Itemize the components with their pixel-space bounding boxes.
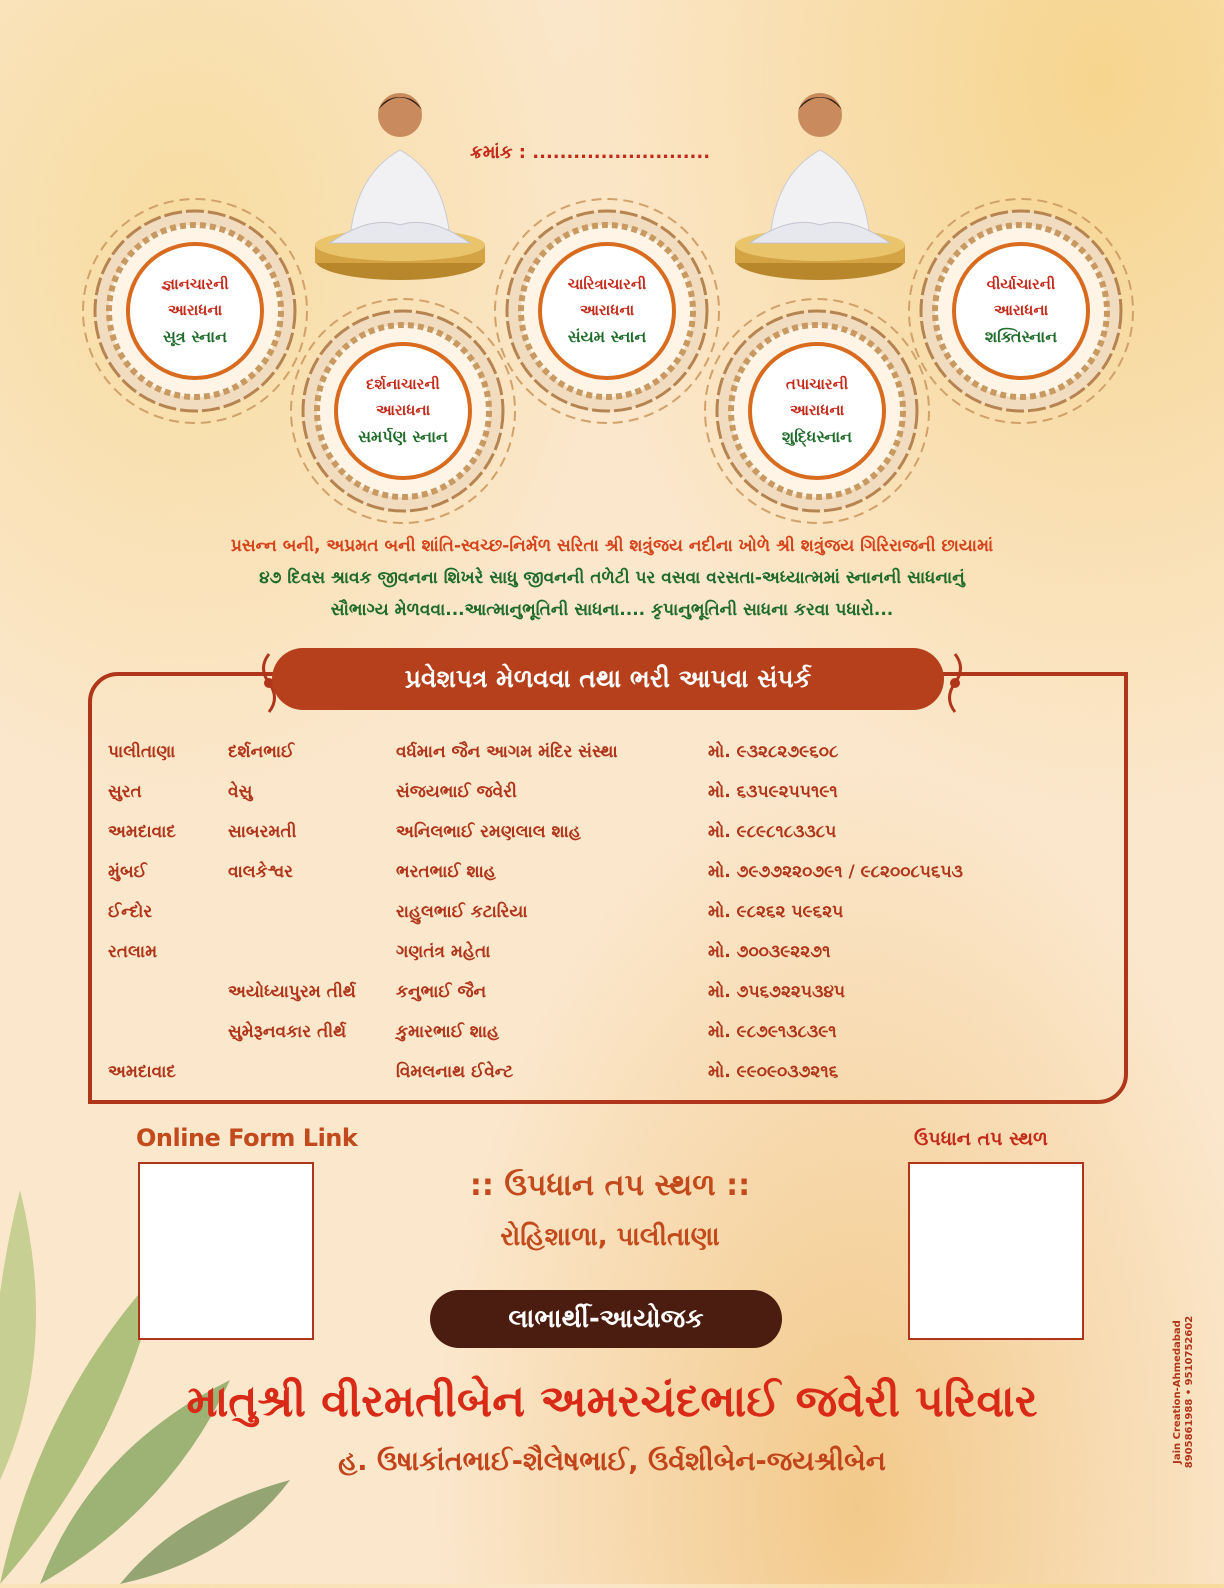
venue-qr-code[interactable] [908,1162,1084,1340]
medallion-line-3: શુદ્ધિસ્નાન [781,427,853,446]
contact-name: વિમલનાથ ઈવેન્ટ [396,1062,514,1082]
serial-number-field: ક્રમાંક : .......................... [470,142,711,163]
table-row [108,942,1108,982]
online-form-qr-code[interactable] [138,1162,314,1340]
contact-name: કનુભાઈ જૈન [396,982,487,1002]
meditating-monk-illustration [310,75,490,285]
contact-name: વર્ધમાન જૈન આગમ મંદિર સંસ્થા [396,742,618,762]
contact-area: સુમેરૂનવકાર તીર્થ [228,1022,347,1042]
table-row [108,822,1108,862]
intro-line-2: ૪૭ દિવસ શ્રાવક જીવનના શિખરે સાધુ જીવનની તળેટી પર વસવા વરસતા-અધ્યાત્મમાં સ્નાનની સાધનાનું [259,568,965,588]
contact-name: કુમારભાઈ શાહ [396,1022,500,1042]
contact-phone[interactable]: મો. ૬૩૫૯૨૫૫૧૯૧ [708,782,838,802]
intro-line-3: સૌભાગ્ય મેળવવા...આત્માનુભૂતિની સાધના.... કૃપાનુભૂતિની સાધના કરવા પધારો... [330,600,894,620]
medallion-line-3: સમર્પણ સ્નાન [358,427,448,446]
table-row [108,1062,1108,1102]
credit-line-1: Jain Creation-Ahmedabad [1172,1320,1183,1464]
medallion-line-1: તપાચારની [785,375,849,393]
table-row [108,982,1108,1022]
contact-phone[interactable]: મો. ૭૦૦૩૯૨૨૭૧ [708,942,831,962]
contact-area: વાલકેશ્વર [228,862,293,882]
contact-phone[interactable]: મો. ૯૮૭૯૧૩૮૩૯૧ [708,1022,837,1042]
medallion-line-2: આરાધના [993,301,1049,319]
meditating-monk-illustration [730,75,910,285]
contact-city: અમદાવાદ [108,1062,176,1082]
contact-phone[interactable]: મો. ૭૫૬૭૨૨૫૩૪૫ [708,982,846,1002]
contact-area: સાબરમતી [228,822,297,842]
designer-credit [1172,1302,1196,1482]
medallion-darshanachar [288,296,518,526]
table-row [108,862,1108,902]
contact-phone[interactable]: મો. ૭૯૭૭૨૨૦૭૯૧ / ૯૮૨૦૦૮૫૬૫૩ [708,862,963,882]
medallion-line-2: આરાધના [375,401,431,419]
medallion-line-2: આરાધના [167,301,223,319]
invitation-intro [60,530,1164,626]
contact-city: સુરત [108,782,142,802]
medallion-line-3: શક્તિસ્નાન [984,327,1058,346]
contact-phone[interactable]: મો. ૯૮૯૮૧૮૩૩૮૫ [708,822,837,842]
contact-area: દર્શનભાઈ [228,742,295,762]
medallion-line-1: ચારિત્રાચારની [567,275,647,293]
contact-name: ભરતભાઈ શાહ [396,862,496,882]
sponsor-family-name: માતુશ્રી વીરમતીબેન અમરચંદભાઈ જવેરી પરિવાર [186,1376,1038,1427]
flourish-right-icon [940,652,970,714]
online-form-label: Online Form Link [136,1124,358,1152]
contact-name: સંજયભાઈ જવેરી [396,782,517,802]
contact-area: અયોધ્યાપુરમ તીર્થ [228,982,356,1002]
venue-title: :: ઉપધાન તપ સ્થળ :: [469,1168,751,1203]
medallion-line-3: સૂત્ર સ્નાન [162,327,228,346]
intro-line-1: પ્રસન્ન બની, અપ્રમત બની શાંતિ-સ્વચ્છ-નિર્મળ સરિતા શ્રી શત્રુંજય નદીના ખોળે શ્રી શત્રુંજય ગિરિરાજની છાયામાં [230,536,994,556]
contact-city: રતલામ [108,942,158,962]
medallion-line-2: આરાધના [789,401,845,419]
table-row [108,902,1108,942]
contact-phone[interactable]: મો. ૯૩૨૮૨૭૯૬૦૮ [708,742,839,762]
venue-label-right: ઉપધાન તપ સ્થળ [914,1128,1048,1150]
contact-area: વેસુ [228,782,253,802]
sponsor-label: લાભાર્થી-આયોજક [430,1290,782,1348]
contact-city: પાલીતાણા [108,742,176,762]
contact-phone[interactable]: મો. ૯૯૦૯૦૩૭૨૧૬ [708,1062,839,1082]
credit-line-2: 8905861988 • 9510752602 [1184,1315,1195,1469]
table-row [108,742,1108,782]
medallion-gnanachar [80,196,310,426]
medallion-charitrachar [492,196,722,426]
sponsor-representatives: હ. ઉષાકાંતભાઈ-શૈલેષભાઈ, ઉર્વશીબેન-જયશ્રીબેન [338,1446,886,1477]
contact-name: રાહુલભાઈ કટારિયા [396,902,528,922]
medallion-line-1: વીર્યાચારની [986,275,1056,293]
contact-name: ગણતંત્ર મહેતા [396,942,491,962]
contact-city: અમદાવાદ [108,822,176,842]
medallion-line-3: સંયમ સ્નાન [567,327,647,346]
contact-city: ઈન્દોર [108,902,153,922]
medallion-viryachar [906,196,1136,426]
medallion-tapachar [702,296,932,526]
medallion-line-2: આરાધના [579,301,635,319]
contact-banner: પ્રવેશપત્ર મેળવવા તથા ભરી આપવા સંપર્ક [272,648,944,710]
medallion-line-1: જ્ઞાનચારની [161,275,229,293]
medallion-line-1: દર્શનાચારની [366,375,440,393]
table-row [108,782,1108,822]
contact-phone[interactable]: મો. ૯૮૨૬૨ ૫૯૬૨૫ [708,902,844,922]
contact-name: અનિલભાઈ રમણલાલ શાહ [396,822,581,842]
table-row [108,1022,1108,1062]
contact-city: મુંબઈ [108,862,147,882]
venue-place: રોહિશાળા, પાલીતાણા [500,1222,720,1252]
